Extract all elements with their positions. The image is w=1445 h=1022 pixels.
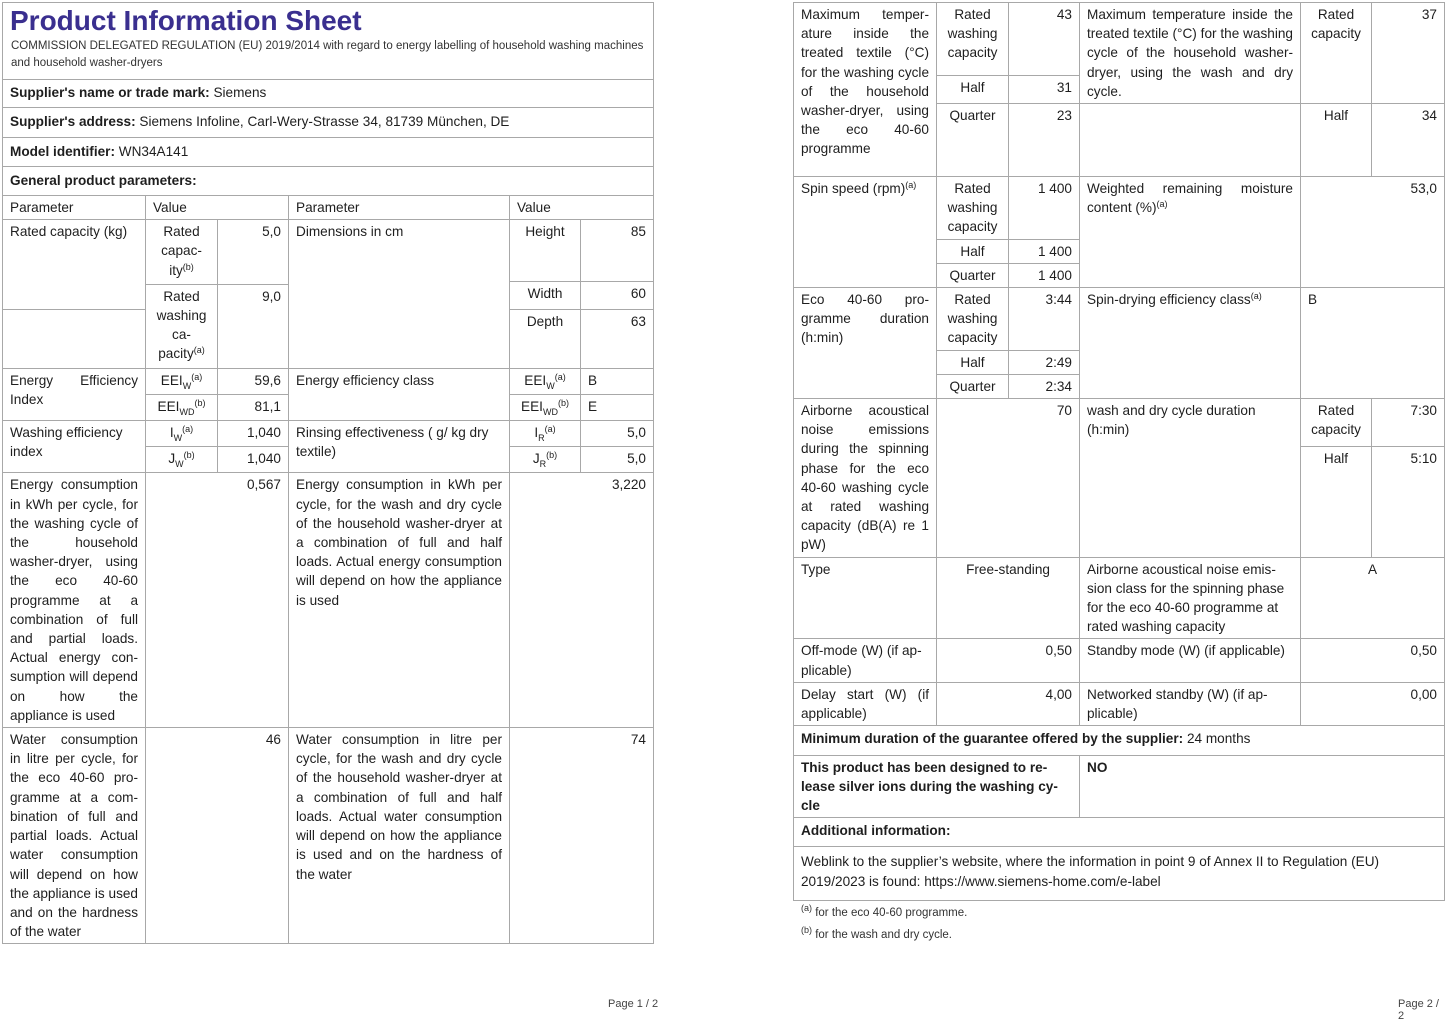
energy-dry-value: 3,220 [510, 473, 654, 728]
rated-capacity-sub: Rated capacity$^{(b)}$ [146, 220, 218, 285]
dur-half-label: Half [937, 350, 1009, 374]
page-1 [2, 2, 653, 944]
col-header-value-2: Value [510, 196, 654, 220]
eeiw-symbol: $EEI_W^{(a)}$ [146, 368, 218, 394]
spin-rated-value: 1 400 [1009, 177, 1080, 240]
page-number-1: Page 1 / 2 [608, 998, 659, 1010]
iw-symbol: $I_W^{(a)}$ [146, 421, 218, 447]
address-value: Siemens Infoline, Carl-Wery-Strasse 34, 81739 München, DE [139, 114, 510, 130]
width-label: Width [510, 282, 581, 309]
spin-class-label: Spin-drying efficiency class$^{(a)}$ [1080, 288, 1301, 399]
depth-label: Depth [510, 309, 581, 368]
page-number-2: Page 2 / 2 [1398, 998, 1439, 1022]
model-row [3, 137, 654, 166]
guarantee-label: Minimum duration of the guarantee offered by the supplier: [801, 731, 1184, 747]
spin-half-value: 1 400 [1009, 239, 1080, 263]
eec-w-symbol: $EEI_W^{(a)}$ [510, 368, 581, 394]
maxtemp-half-label: Half [937, 75, 1009, 103]
energy-dry-label: Energy consumption in kWh per cycle, for the wash and dry cycle of the household washer-dryer at a combination of full and half loads. Actual energy consumption will depend on how the appliance is used [289, 473, 510, 728]
networked-value: 0,00 [1301, 682, 1445, 725]
maxtemp-rated-value: 43 [1009, 3, 1080, 76]
iw-value: 1,040 [218, 421, 289, 447]
dur-rated-value: 3:44 [1009, 288, 1080, 351]
eeiw-value: 59,6 [218, 368, 289, 394]
standby-value: 0,50 [1301, 639, 1445, 682]
water-dry-label: Water consumption in litre per cycle, for the wash and dry cycle of the household washer-dryer at a combination of full and half loads. Actual water consumption will depend on how the appliance is used and on the hardness of the water [289, 728, 510, 944]
noise-label: Airborne acoustical noise emissions during the spinning phase for the eco 40-60 washing cycle at rated washing capacity (dB(A) re 1 pW) [794, 399, 937, 558]
page-2 [793, 2, 1444, 945]
type-value: Free-standing [937, 557, 1080, 639]
eec-label: Energy efficiency class [289, 368, 510, 420]
energy-wash-value: 0,567 [146, 473, 289, 728]
maxtemp-wd-rated-value: 37 [1372, 3, 1445, 104]
dur-half-value: 2:49 [1009, 350, 1080, 374]
eeiwd-value: 81,1 [218, 394, 289, 420]
page-title: Product Information Sheet [10, 5, 362, 36]
jw-value: 1,040 [218, 447, 289, 473]
maxtemp-rated-label: Rated washing capacity [937, 3, 1009, 76]
eeiwd-symbol: $EEI_{WD}^{(b)}$ [146, 394, 218, 420]
weblink-row [794, 847, 1445, 900]
offmode-value: 0,50 [937, 639, 1080, 682]
spin-class-value: B [1301, 288, 1445, 399]
wd-dur-half-value: 5:10 [1372, 446, 1445, 557]
spin-speed-label: Spin speed (rpm)$^{(a)}$ [794, 177, 937, 288]
weblink-url[interactable]: https://www.siemens-home.com/e-label [924, 873, 1161, 889]
address-row [3, 108, 654, 137]
type-label: Type [794, 557, 937, 639]
noise-value: 70 [937, 399, 1080, 558]
supplier-value: Siemens [213, 85, 267, 101]
noise-class-value: A [1301, 557, 1445, 639]
networked-label: Networked standby (W) (if applicable) [1080, 682, 1301, 725]
rated-capacity-spacer [3, 309, 146, 368]
rated-capacity-value: 5,0 [218, 220, 289, 285]
col-header-value: Value [146, 196, 289, 220]
supplier-label: Supplier's name or trade mark: [10, 85, 210, 101]
wd-duration-label: wash and dry cycle duration (h:min) [1080, 399, 1301, 558]
supplier-row [3, 80, 654, 108]
maxtemp-wd-label: Maximum temperature inside the treated textile (°C) for the washing cycle of the household washer-dryer, using the wash and dry cycle. [1080, 3, 1301, 104]
rinse-label: Rinsing effectiveness ( g/ kg dry textile) [289, 421, 510, 473]
model-label: Model identifier: [10, 143, 115, 159]
ir-value: 5,0 [581, 421, 654, 447]
eec-w-value: B [581, 368, 654, 394]
silver-label: This product has been designed to release silver ions during the washing cycle [794, 755, 1080, 818]
rated-washing-capacity-value: 9,0 [218, 284, 289, 368]
dur-quarter-value: 2:34 [1009, 374, 1080, 398]
spin-quarter-label: Quarter [937, 263, 1009, 287]
water-wash-value: 46 [146, 728, 289, 944]
wd-dur-half-label: Half [1301, 446, 1372, 557]
noise-class-label: Airborne acoustical noise emission class for the spinning phase for the eco 40-60 programme at rated washing capacity [1080, 557, 1301, 639]
duration-label: Eco 40-60 programme duration (h:min) [794, 288, 937, 399]
eec-wd-symbol: $EEI_{WD}^{(b)}$ [510, 394, 581, 420]
energy-wash-label: Energy consumption in kWh per cycle, for the washing cycle of the household washer-dryer, using the eco 40-60 programme at a combination of full and partial loads. Actual energy consumption will depend on how the appliance is used [3, 473, 146, 728]
footnote-a: $^{(a)}$ for the eco 40-60 programme. [801, 902, 968, 919]
standby-label: Standby mode (W) (if applicable) [1080, 639, 1301, 682]
height-value: 85 [581, 220, 654, 282]
water-wash-label: Water consumption in litre per cycle, for the eco 40-60 programme at a combination of full and partial loads. Actual water consumption will depend on how the appliance is used and on the hardness of the water [3, 728, 146, 944]
offmode-label: Off-mode (W) (if applicable) [794, 639, 937, 682]
maxtemp-quarter-value: 23 [1009, 104, 1080, 177]
additional-info-heading: Additional information: [794, 818, 1445, 847]
guarantee-row [794, 726, 1445, 755]
spin-rated-label: Rated washing capacity [937, 177, 1009, 240]
wd-dur-rated-value: 7:30 [1372, 399, 1445, 447]
maxtemp-quarter-label: Quarter [937, 104, 1009, 177]
rated-capacity-label: Rated capacity (kg) [3, 220, 146, 309]
spin-quarter-value: 1 400 [1009, 263, 1080, 287]
moisture-label: Weighted remaining moisture content (%)$^{(a)}$ [1080, 177, 1301, 288]
jw-symbol: $J_W^{(b)}$ [146, 447, 218, 473]
depth-value: 63 [581, 309, 654, 368]
col-header-parameter-2: Parameter [289, 196, 510, 220]
maxtemp-label: Maximum temperature inside the treated textile (°C) for the washing cycle of the household washer-dryer, using the eco 40-60 programme [794, 3, 937, 177]
address-label: Supplier's address: [10, 114, 136, 130]
maxtemp-wd-half-label: Half [1301, 104, 1372, 177]
eec-wd-value: E [581, 394, 654, 420]
dur-rated-label: Rated washing capacity [937, 288, 1009, 351]
maxtemp-wd-spacer [1080, 104, 1301, 177]
info-table-page-2 [793, 2, 1445, 901]
eei-label: Energy Efficiency Index [3, 368, 146, 420]
delay-label: Delay start (W) (if applicable) [794, 682, 937, 725]
info-table-page-1 [2, 2, 654, 944]
maxtemp-wd-rated-label: Rated capacity [1301, 3, 1372, 104]
spin-half-label: Half [937, 239, 1009, 263]
footnote-b: $^{(b)}$ for the wash and dry cycle. [801, 924, 952, 941]
guarantee-value: 24 months [1186, 731, 1251, 747]
delay-value: 4,00 [937, 682, 1080, 725]
silver-value: NO [1080, 755, 1445, 818]
wd-dur-rated-label: Rated capacity [1301, 399, 1372, 447]
width-value: 60 [581, 282, 654, 309]
dimensions-label: Dimensions in cm [289, 220, 510, 368]
maxtemp-half-value: 31 [1009, 75, 1080, 103]
maxtemp-wd-half-value: 34 [1372, 104, 1445, 177]
col-header-parameter: Parameter [3, 196, 146, 220]
ir-symbol: $I_R^{(a)}$ [510, 421, 581, 447]
jr-symbol: $J_R^{(b)}$ [510, 447, 581, 473]
weblink-text: Weblink to the supplier’s website, where the information in point 9 of Annex II to Regulation (EU) 2019/2023 is found: [801, 854, 1380, 889]
dur-quarter-label: Quarter [937, 374, 1009, 398]
height-label: Height [510, 220, 581, 282]
wei-label: Washing efficiency index [3, 421, 146, 473]
jr-value: 5,0 [581, 447, 654, 473]
model-value: WN34A141 [118, 143, 189, 159]
moisture-value: 53,0 [1301, 177, 1445, 288]
general-parameters-heading: General product parameters: [3, 166, 654, 195]
regulation-text: COMMISSION DELEGATED REGULATION (EU) 2019/2014 with regard to energy labelling of household washing machines and household washer-dryers [11, 40, 644, 69]
water-dry-value: 74 [510, 728, 654, 944]
rated-washing-capacity-sub: Rated washing capacity$^{(a)}$ [146, 284, 218, 368]
